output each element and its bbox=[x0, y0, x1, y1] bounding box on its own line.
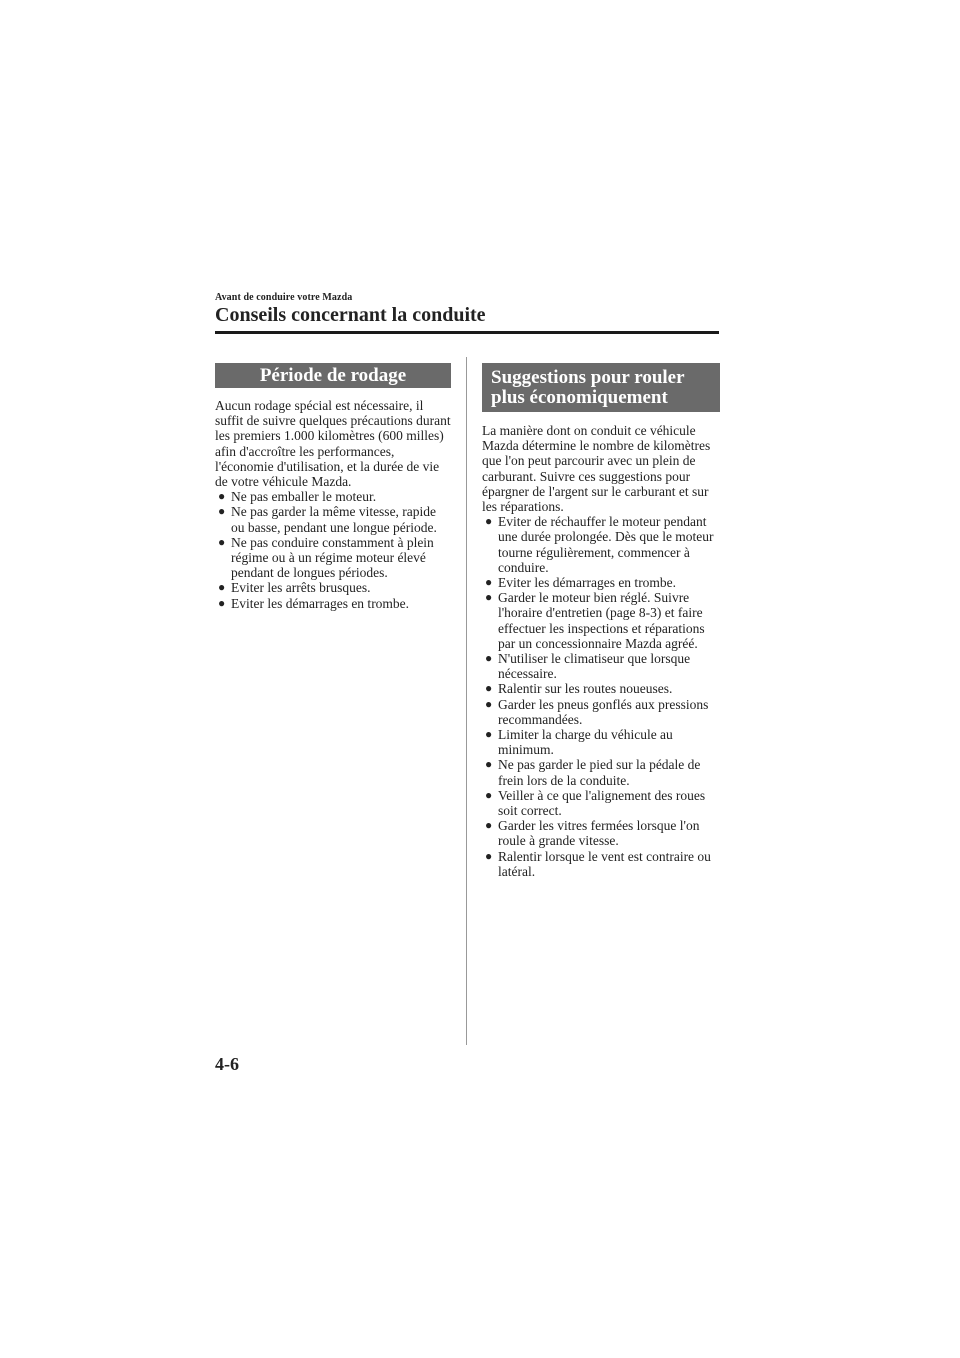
bullet-icon: ● bbox=[485, 590, 493, 605]
breadcrumb: Avant de conduire votre Mazda bbox=[215, 292, 353, 303]
list-item: ● Ne pas conduire constamment à plein régime ou à un régime moteur élevé pendant de longues périodes. bbox=[218, 534, 434, 581]
list-item: ● N'utiliser le climatiseur que lorsque nécessaire. bbox=[485, 651, 691, 682]
bullet-icon: ● bbox=[485, 651, 493, 666]
list-item: ● Veiller à ce que l'alignement des roues soit correct. bbox=[485, 787, 706, 819]
list-item: ● Ne pas garder le pied sur la pédale de frein lors de la conduite. bbox=[485, 757, 701, 788]
list-item: ● Garder les pneus gonflés aux pressions recommandées. bbox=[485, 696, 709, 727]
list-item: ● Ralentir lorsque le vent est contraire ou latéral. bbox=[485, 848, 711, 879]
section-heading-break-in: Période de rodage bbox=[215, 363, 451, 388]
bullet-icon: ● bbox=[485, 696, 493, 711]
bullet-icon: ● bbox=[485, 848, 493, 863]
bullet-icon: ● bbox=[485, 727, 493, 742]
title-rule bbox=[215, 331, 719, 334]
bullet-icon: ● bbox=[485, 514, 493, 529]
list-item: ● Eviter les arrêts brusques. bbox=[218, 580, 371, 596]
list-item: ● Garder le moteur bien réglé. Suivre l'horaire d'entretien (page 8-3) et faire effectuer les inspections et réparations par un concessionnaire Mazda agréé. bbox=[485, 590, 705, 651]
bullet-icon: ● bbox=[485, 757, 493, 772]
list-item: ● Ne pas garder la même vitesse, rapide ou basse, pendant une longue période. bbox=[218, 504, 437, 535]
list-item: ● Ne pas emballer le moteur. bbox=[218, 489, 377, 505]
list-item: ● Eviter de réchauffer le moteur pendant une durée prolongée. Dès que le moteur tourne régulièrement, commencer à conduire. bbox=[485, 514, 714, 575]
bullet-icon: ● bbox=[218, 534, 226, 549]
column-divider bbox=[466, 357, 467, 1045]
bullet-icon: ● bbox=[218, 504, 226, 519]
page-title: Conseils concernant la conduite bbox=[215, 304, 486, 326]
right-column bbox=[482, 363, 720, 879]
list-item: ● Garder les vitres fermées lorsque l'on roule à grande vitesse. bbox=[485, 818, 700, 849]
section-heading-economy bbox=[482, 363, 720, 412]
bullet-icon: ● bbox=[485, 681, 493, 696]
page-number: 4-6 bbox=[215, 1054, 239, 1074]
list-item: ● Limiter la charge du véhicule au minimum. bbox=[485, 727, 673, 758]
section-intro-break-in: Aucun rodage spécial est nécessaire, il suffit de suivre quelques précautions durant les premiers 1.000 kilomètres (600 milles) afin d'accroître les performances, l'économie d'utilisation, et la durée de vie de votre véhicule Mazda. bbox=[215, 398, 451, 490]
heading-line-2: plus économiquement bbox=[491, 387, 668, 408]
section-intro-economy: La manière dont on conduit ce véhicule Mazda détermine le nombre de kilomètres que l'on peut parcourir avec un plein de carburant. Suivre ces suggestions pour épargner de l'argent sur le carburant et sur les réparations. bbox=[482, 423, 711, 515]
list-item: ● Ralentir sur les routes noueuses. bbox=[485, 681, 673, 697]
bullet-icon: ● bbox=[218, 595, 226, 610]
left-column bbox=[215, 363, 451, 611]
list-item: ● Eviter les démarrages en trombe. bbox=[485, 575, 677, 591]
heading-line-1: Suggestions pour rouler bbox=[491, 367, 685, 388]
bullet-list-economy bbox=[482, 514, 720, 879]
bullet-icon: ● bbox=[485, 787, 493, 802]
bullet-icon: ● bbox=[485, 818, 493, 833]
bullet-icon: ● bbox=[218, 580, 226, 595]
bullet-icon: ● bbox=[218, 489, 226, 504]
list-item: ● Eviter les démarrages en trombe. bbox=[218, 595, 410, 611]
bullet-icon: ● bbox=[485, 575, 493, 590]
bullet-list-break-in bbox=[215, 489, 451, 611]
